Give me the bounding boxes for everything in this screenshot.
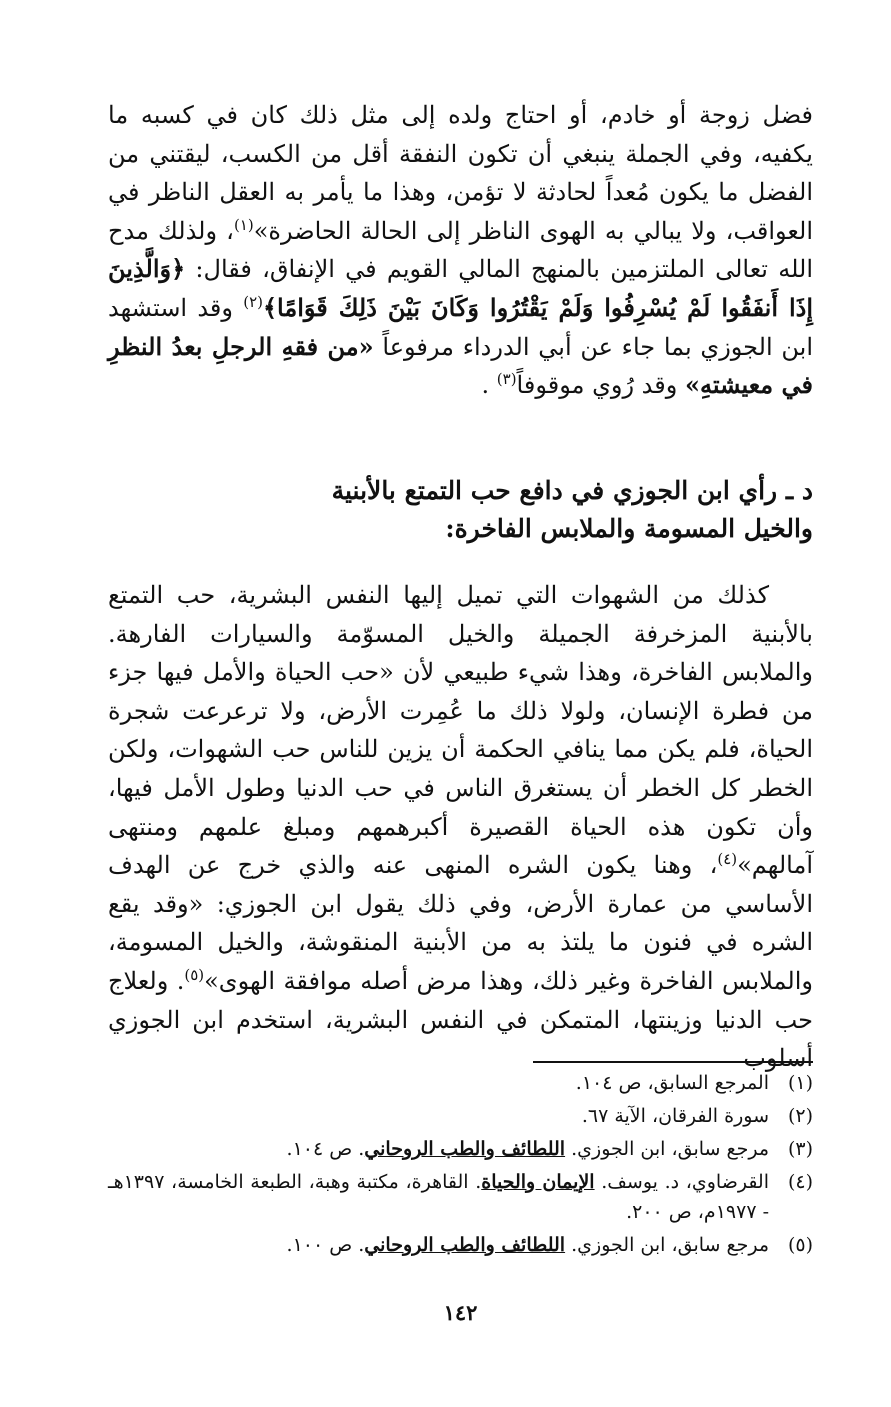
footnote-divider	[533, 1061, 813, 1063]
footnote-text-before: سورة الفرقان، الآية ٦٧.	[581, 1105, 769, 1127]
footnote-book-title: اللطائف والطب الروحاني	[364, 1138, 566, 1160]
paragraph-2-text-1: كذلك من الشهوات التي تميل إليها النفس البشرية، حب التمتع بالأبنية المزخرفة الجميلة والخيل المسوّمة والسيارات الفارهة. والملابس الفاخرة، وهذا شيء طبيعي لأن «حب الحياة والأمل فيها جزء من فطرة الإنسان، ولولا ذلك ما عُمِرت الأرض، ولا ترعرعت شجرة الحياة، فلم يكن مما ينافي الحكمة أن يزين للناس حب الشهوات، ولكن الخطر كل الخطر أن يستغرق الناس في حب الدنيا وطول الأمل فيها، وأن تكون هذه الحياة القصيرة أكبرهمهم ومبلغ علمهم ومنتهى آمالهم»	[108, 581, 813, 880]
footnote-number: (٣)	[787, 1138, 813, 1160]
footnote-ref-1: (١)	[233, 215, 254, 234]
quran-verse: ﴿وَالَّذِينَ إِذَا أَنفَقُوا لَمْ يُسْرِفُوا وَلَمْ يَقْتُرُوا وَكَانَ بَيْنَ ذَلِكَ قَوَامًا﴾	[108, 254, 813, 322]
footnote-item	[108, 1230, 813, 1260]
footnote-ref-5: (٥)	[184, 965, 205, 984]
footnote-text	[108, 1101, 769, 1131]
footnote-text-before: مرجع سابق، ابن الجوزي.	[565, 1234, 769, 1256]
footnote-text-after: . القاهرة، مكتبة وهبة، الطبعة الخامسة، ١٣٩٧هـ - ١٩٧٧م، ص ٢٠٠.	[108, 1171, 769, 1223]
footnote-book-title: اللطائف والطب الروحاني	[364, 1234, 566, 1256]
footnote-ref-4: (٤)	[717, 850, 738, 869]
footnote-item	[108, 1167, 813, 1227]
footnote-item	[108, 1101, 813, 1131]
page-number: ١٤٢	[443, 1300, 478, 1325]
paragraph-1-text-3: وقد استشهد ابن الجوزي بما جاء عن أبي الدرداء مرفوعاً	[108, 293, 813, 361]
hadith-quote: «من فقهِ الرجلِ بعدُ النظرِ في معيشتهِ»	[108, 331, 813, 400]
paragraph-2-text-2: ، وهنا يكون الشره المنهى عنه والذي خرج عن الهدف الأساسي من عمارة الأرض، وفي ذلك يقول ابن الجوزي: «وقد يقع الشره في فنون ما يلتذ به من الأبنية المنقوشة، والخيل المسومة، والملابس الفاخرة وغير ذلك، وهذا مرض أصله موافقة الهوى»	[108, 851, 813, 995]
footnote-text	[108, 1134, 769, 1164]
paragraph-1	[108, 96, 813, 405]
footnote-text	[108, 1068, 769, 1098]
paragraph-2-text-3: . ولعلاج حب الدنيا وزينتها، المتمكن في النفس البشرية، استخدم ابن الجوزي أسلوب	[108, 966, 813, 1073]
footnote-number: (١)	[787, 1072, 813, 1094]
footnote-text-before: القرضاوي، د. يوسف.	[594, 1171, 769, 1193]
section-heading	[108, 472, 813, 548]
section-heading-line-1: د ـ رأي ابن الجوزي في دافع حب التمتع بالأبنية	[331, 475, 813, 505]
footnote-text-after: . ص ١٠٤.	[286, 1138, 365, 1160]
book-page	[108, 0, 813, 1407]
footnote-ref-2: (٢)	[243, 292, 263, 311]
footnote-text	[108, 1167, 769, 1227]
paragraph-1-text-1: فضل زوجة أو خادم، أو احتاج ولده إلى مثل ذلك كان في كسبه ما يكفيه، وفي الجملة ينبغي أن تكون النفقة أقل من الكسب، ليقتني من الفضل ما يكون مُعداً لحادثة لا تؤمن، وهذا ما يأمر به العقل الناظر في العواقب، ولا يبالي به الهوى الناظر إلى الحالة الحاضرة»	[108, 101, 813, 245]
footnote-book-title: الإيمان والحياة	[481, 1171, 595, 1193]
paragraph-1-text-5: .	[481, 371, 497, 400]
section-heading-line-2: والخيل المسومة والملابس الفاخرة:	[445, 513, 813, 543]
paragraph-1-text-2: ، ولذلك مدح الله تعالى الملتزمين بالمنهج المالي القويم في الإنفاق، فقال:	[108, 216, 814, 284]
footnote-text-before: مرجع سابق، ابن الجوزي.	[565, 1138, 769, 1160]
footnote-item	[108, 1068, 813, 1098]
footnotes-list	[108, 1068, 813, 1263]
footnote-number: (٢)	[787, 1105, 813, 1127]
footnote-item	[108, 1134, 813, 1164]
footnote-number: (٥)	[787, 1234, 813, 1256]
footnote-text-after: . ص ١٠٠.	[286, 1234, 365, 1256]
paragraph-2	[108, 576, 813, 1078]
footnote-ref-3: (٣)	[496, 370, 517, 389]
footnote-text-before: المرجع السابق، ص ١٠٤.	[575, 1072, 769, 1094]
footnote-text	[108, 1230, 769, 1260]
paragraph-1-text-4: وقد رُوي موقوفاً	[516, 371, 685, 400]
footnote-number: (٤)	[787, 1171, 813, 1193]
